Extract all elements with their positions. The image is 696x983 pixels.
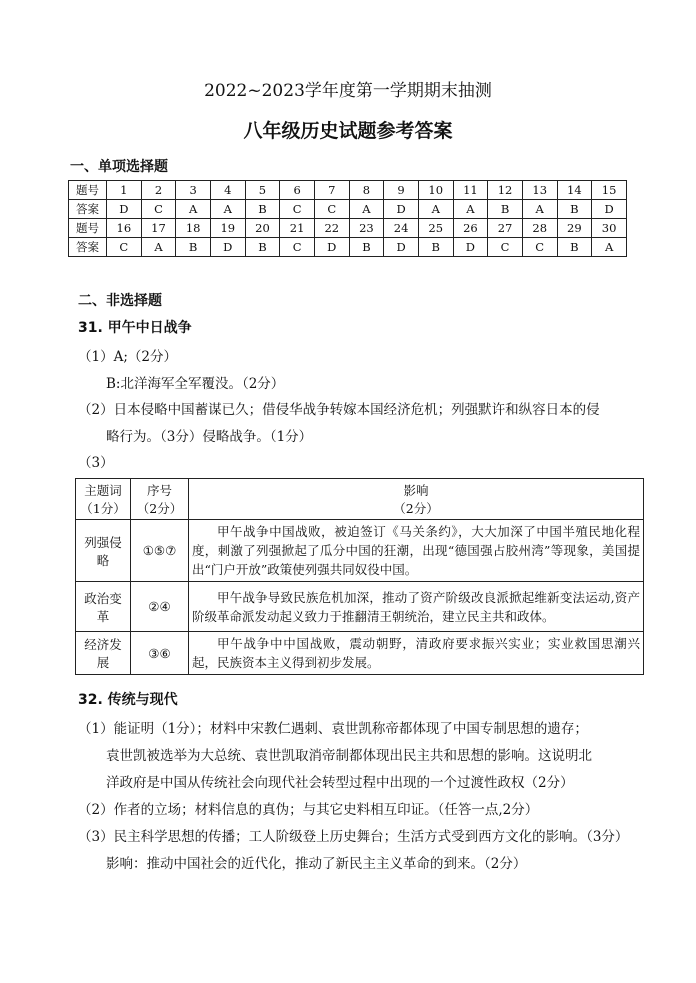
exam-title: 2022~2023学年度第一学期期末抽测 [204, 81, 492, 101]
question-number-cell: 28 [522, 219, 557, 238]
answer-cell: B [245, 238, 280, 257]
answer-cell: C [314, 200, 349, 219]
answer-cell: A [141, 238, 176, 257]
question-number-cell: 6 [280, 181, 315, 200]
answer-cell: A [349, 200, 384, 219]
answer-cell: C [280, 200, 315, 219]
answer-cell: C [141, 200, 176, 219]
answer-cell: A [592, 238, 627, 257]
question-number-cell: 16 [107, 219, 142, 238]
q32-line-5: （3）民主科学思想的传播；工人阶级登上历史舞台；生活方式受到西方文化的影响。（3分） [78, 829, 629, 845]
question-number-row [69, 219, 627, 238]
answer-cell: B [176, 238, 211, 257]
answer-cell: D [384, 238, 419, 257]
question-number-cell: 27 [488, 219, 523, 238]
answer-cell: B [418, 238, 453, 257]
multiple-choice-answer-table [68, 180, 627, 257]
question-number-cell: 30 [592, 219, 627, 238]
q32-line-4: （2）作者的立场；材料信息的真伪；与其它史料相互印证。（任答一点,2分） [78, 802, 539, 818]
answer-cell: C [522, 238, 557, 257]
answer-cell: B [488, 200, 523, 219]
q32-line-1: （1）能证明（1分）；材料中宋教仁遇刺、袁世凯称帝都体现了中国专制思想的遗存； [78, 721, 588, 737]
question-number-cell: 10 [418, 181, 453, 200]
answer-cell: A [418, 200, 453, 219]
question-number-cell: 19 [210, 219, 245, 238]
number-cell: ②④ [131, 582, 189, 632]
answer-cell: D [453, 238, 488, 257]
q32-line-6: 影响：推动中国社会的近代化，推动了新民主主义革命的到来。（2分） [106, 856, 527, 872]
question-number-cell: 13 [522, 181, 557, 200]
impact-cell: 甲午战争中中国战败，震动朝野，清政府要求振兴实业；实业救国思潮兴起，民族资本主义得到初步发展。 [189, 632, 644, 675]
question-number-cell: 14 [557, 181, 592, 200]
table-row [76, 632, 644, 675]
question-number-cell: 2 [141, 181, 176, 200]
answer-cell: A [522, 200, 557, 219]
q31-answer-1-line-1: （1）A;（2分） [78, 349, 177, 365]
q31-answer-3-label: （3） [78, 455, 114, 471]
question-number-cell: 3 [176, 181, 211, 200]
question-number-cell: 15 [592, 181, 627, 200]
number-cell: ③⑥ [131, 632, 189, 675]
answer-cell: D [210, 238, 245, 257]
question-number-cell: 22 [314, 219, 349, 238]
impact-table-header [76, 479, 644, 520]
question-number-cell: 18 [176, 219, 211, 238]
topic-cell: 列强侵略 [76, 520, 131, 582]
question-number-cell: 24 [384, 219, 419, 238]
question-number-cell: 1 [107, 181, 142, 200]
section-1-heading: 一、单项选择题 [70, 159, 168, 175]
question-number-cell: 17 [141, 219, 176, 238]
question-number-cell: 7 [314, 181, 349, 200]
question-number-cell: 11 [453, 181, 488, 200]
answer-cell: A [453, 200, 488, 219]
table-row [76, 520, 644, 582]
header-topic: 主题词 （1分） [76, 479, 131, 520]
topic-cell: 政治变革 [76, 582, 131, 632]
answer-cell: C [280, 238, 315, 257]
question-number-cell: 8 [349, 181, 384, 200]
question-number-cell: 23 [349, 219, 384, 238]
answer-cell: B [557, 200, 592, 219]
section-2-heading: 二、非选择题 [78, 293, 162, 309]
q31-impact-table [75, 478, 644, 675]
answer-cell: D [107, 200, 142, 219]
answer-cell: D [592, 200, 627, 219]
answer-cell: B [349, 238, 384, 257]
number-cell: ①⑤⑦ [131, 520, 189, 582]
header-impact: 影响 （2分） [189, 479, 644, 520]
answer-cell: B [557, 238, 592, 257]
q32-line-3: 洋政府是中国从传统社会向现代社会转型过程中出现的一个过渡性政权（2分） [106, 775, 574, 791]
question-number-cell: 29 [557, 219, 592, 238]
answer-cell: A [210, 200, 245, 219]
answer-cell: B [245, 200, 280, 219]
q31-answer-2-line-2: 略行为。（3分）侵略战争。（1分） [106, 429, 313, 445]
answer-row [69, 238, 627, 257]
question-number-cell: 5 [245, 181, 280, 200]
question-number-cell: 21 [280, 219, 315, 238]
question-number-row [69, 181, 627, 200]
question-number-cell: 25 [418, 219, 453, 238]
question-number-cell: 9 [384, 181, 419, 200]
impact-cell: 甲午战争导致民族危机加深，推动了资产阶级改良派掀起维新变法运动,资产阶级革命派发动起义致力于推翻清王朝统治，建立民主共和政体。 [189, 582, 644, 632]
answer-cell: A [176, 200, 211, 219]
answer-row [69, 200, 627, 219]
question-number-cell: 4 [210, 181, 245, 200]
answer-cell: D [314, 238, 349, 257]
impact-cell: 甲午战争中国战败，被迫签订《马关条约》，大大加深了中国半殖民地化程度，刺激了列强掀起了瓜分中国的狂潮，出现“德国强占胶州湾”等现象，美国提出“门户开放”政策使列强共同奴役中国。 [189, 520, 644, 582]
answer-cell: C [107, 238, 142, 257]
q32-title: 32. 传统与现代 [78, 692, 178, 708]
answer-cell: C [488, 238, 523, 257]
question-number-cell: 26 [453, 219, 488, 238]
q31-answer-2-line-1: （2）日本侵略中国蓄谋已久；借侵华战争转嫁本国经济危机；列强默许和纵容日本的侵 [78, 402, 600, 418]
question-number-cell: 12 [488, 181, 523, 200]
q32-line-2: 袁世凯被选举为大总统、袁世凯取消帝制都体现出民主共和思想的影响。这说明北 [106, 748, 592, 764]
header-number: 序号 （2分） [131, 479, 189, 520]
row-label: 题号 [69, 219, 107, 238]
row-label: 答案 [69, 200, 107, 219]
q31-answer-1-line-2: B:北洋海军全军覆没。（2分） [106, 376, 285, 392]
question-number-cell: 20 [245, 219, 280, 238]
answer-cell: D [384, 200, 419, 219]
table-row [76, 582, 644, 632]
answer-key-title: 八年级历史试题参考答案 [243, 120, 453, 142]
row-label: 题号 [69, 181, 107, 200]
topic-cell: 经济发展 [76, 632, 131, 675]
row-label: 答案 [69, 238, 107, 257]
q31-title: 31. 甲午中日战争 [78, 320, 192, 336]
